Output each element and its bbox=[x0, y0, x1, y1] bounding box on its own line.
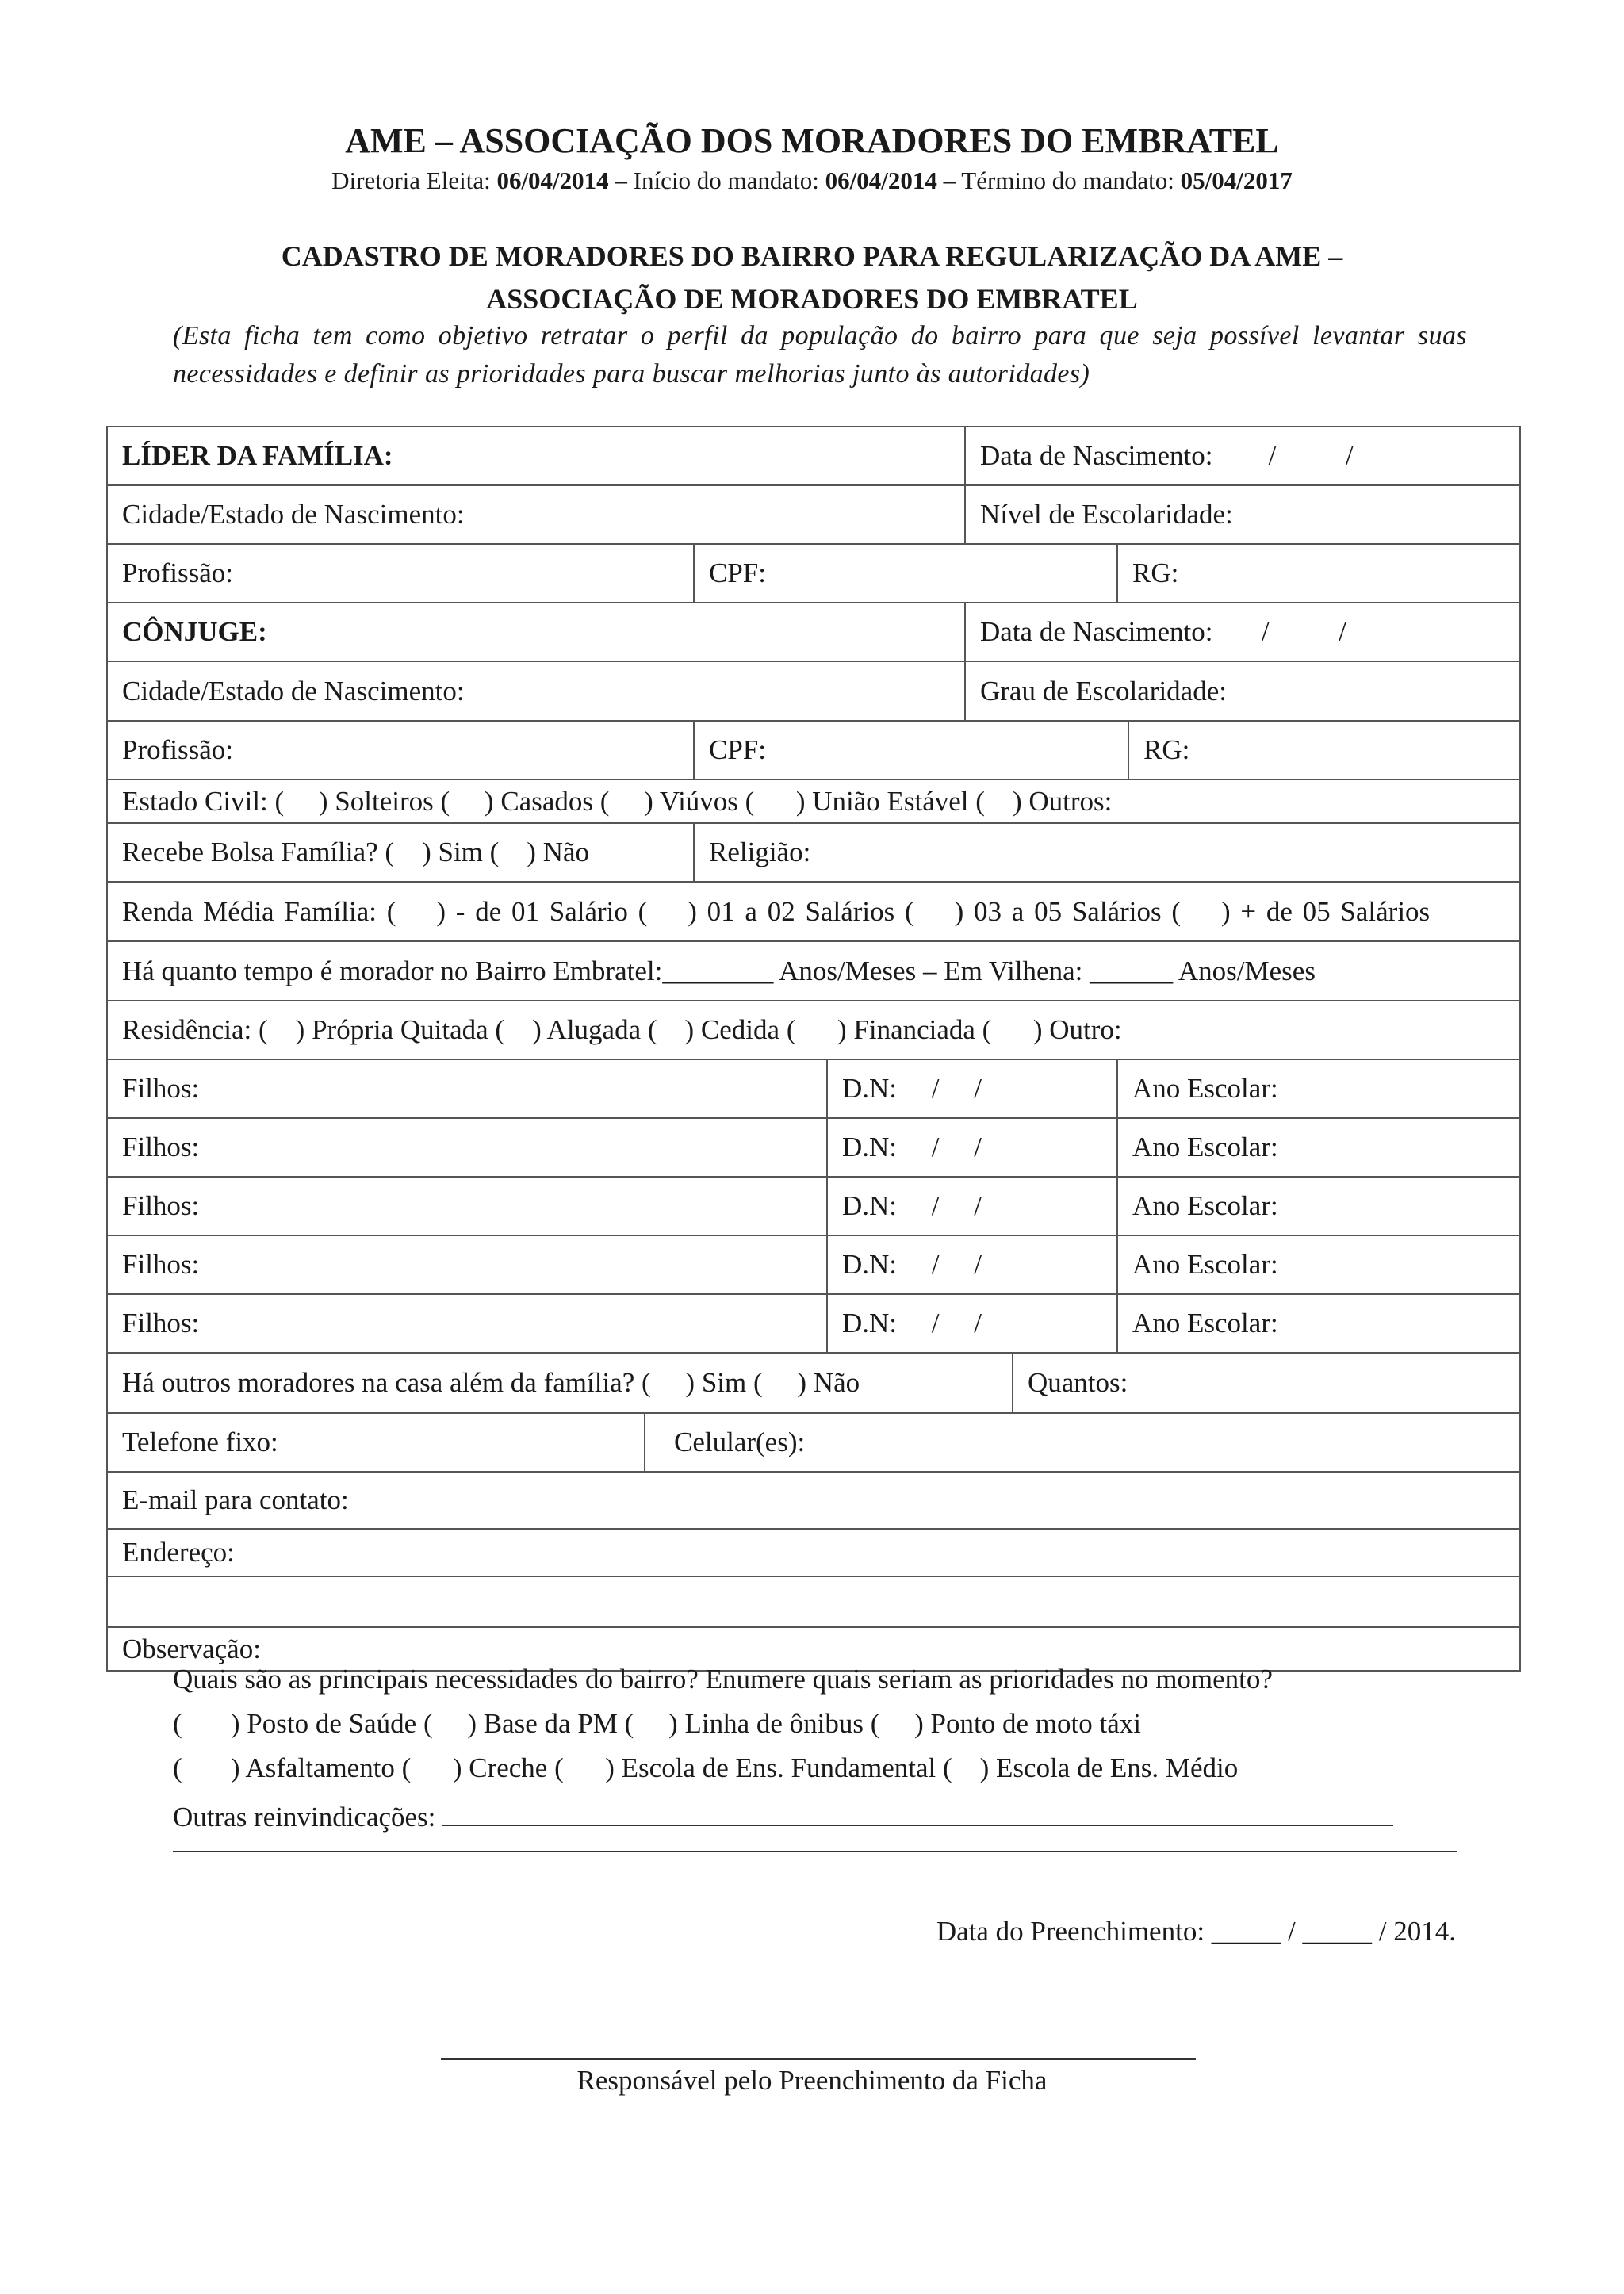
mandate-info bbox=[0, 167, 1624, 195]
how-many-field[interactable]: Quantos: bbox=[1012, 1354, 1519, 1412]
form-title-line2: ASSOCIAÇÃO DE MORADORES DO EMBRATEL bbox=[486, 283, 1138, 315]
conjuge-city-row bbox=[108, 662, 1519, 722]
mandate-label-elected: Diretoria Eleita: bbox=[331, 167, 497, 194]
lider-rg-field[interactable]: RG: bbox=[1116, 545, 1519, 602]
mandate-end-date: 05/04/2017 bbox=[1180, 167, 1293, 194]
child-school-year-field[interactable]: Ano Escolar: bbox=[1116, 1060, 1519, 1117]
bolsa-religion-row bbox=[108, 824, 1519, 883]
income-options[interactable]: Renda Média Família: ( ) - de 01 Salário ( ) 01 a 02 Salários ( ) 03 a 05 Salários ( ) + de 05 Salários bbox=[122, 895, 1431, 927]
fill-date[interactable]: Data do Preenchimento: _____ / _____ / 2014. bbox=[936, 1916, 1456, 1947]
conjuge-education-field[interactable]: Grau de Escolaridade: bbox=[964, 662, 1519, 720]
other-residents-row bbox=[108, 1354, 1519, 1414]
lider-row bbox=[108, 427, 1519, 486]
child-school-year-field[interactable]: Ano Escolar: bbox=[1116, 1119, 1519, 1176]
contact-row bbox=[108, 1414, 1519, 1473]
child-school-year-field[interactable]: Ano Escolar: bbox=[1116, 1178, 1519, 1235]
civil-status-options[interactable]: Estado Civil: ( ) Solteiros ( ) Casados ( ) Viúvos ( ) União Estável ( ) Outros: bbox=[122, 785, 1113, 817]
lider-docs-row bbox=[108, 545, 1519, 603]
lider-city-field[interactable]: Cidade/Estado de Nascimento: bbox=[122, 499, 465, 530]
child-dob-field[interactable]: D.N: / / bbox=[826, 1178, 1116, 1235]
lider-education-field[interactable]: Nível de Escolaridade: bbox=[964, 486, 1519, 543]
civil-status-row bbox=[108, 780, 1519, 824]
needs-options-line1[interactable]: ( ) Posto de Saúde ( ) Base da PM ( ) Linha de ônibus ( ) Ponto de moto táxi bbox=[173, 1708, 1141, 1739]
mandate-elected-date: 06/04/2014 bbox=[496, 167, 609, 194]
mandate-start-date: 06/04/2014 bbox=[825, 167, 937, 194]
child-school-year-field[interactable]: Ano Escolar: bbox=[1116, 1236, 1519, 1293]
conjuge-city-field[interactable]: Cidade/Estado de Nascimento: bbox=[122, 675, 465, 707]
child-dob-field[interactable]: D.N: / / bbox=[826, 1119, 1116, 1176]
conjuge-label[interactable]: CÔNJUGE: bbox=[122, 616, 267, 647]
income-row bbox=[108, 883, 1519, 942]
other-claims-line[interactable] bbox=[442, 1802, 1393, 1826]
cell-phone-field[interactable]: Celular(es): bbox=[644, 1414, 1519, 1471]
form-description: (Esta ficha tem como objetivo retratar o perfil da população do bairro para que seja possível levantar suas necessidades e definir as prioridades para buscar melhorias junto às autoridades) bbox=[173, 321, 1467, 389]
child-dob-field[interactable]: D.N: / / bbox=[826, 1236, 1116, 1293]
child-row bbox=[108, 1178, 1519, 1236]
child-name-field[interactable]: Filhos: bbox=[122, 1190, 200, 1221]
form-title-line1: CADASTRO DE MORADORES DO BAIRRO PARA REGULARIZAÇÃO DA AME – bbox=[281, 240, 1343, 272]
lider-profession-field[interactable]: Profissão: bbox=[122, 557, 233, 588]
child-name-field[interactable]: Filhos: bbox=[122, 1132, 200, 1162]
signature-label: Responsável pelo Preenchimento da Ficha bbox=[576, 2065, 1048, 2096]
child-dob-field[interactable]: D.N: / / bbox=[826, 1060, 1116, 1117]
other-claims bbox=[173, 1802, 1521, 1833]
bolsa-familia-options[interactable]: Recebe Bolsa Família? ( ) Sim ( ) Não bbox=[122, 837, 590, 867]
address-continuation-row bbox=[108, 1577, 1519, 1628]
child-name-field[interactable]: Filhos: bbox=[122, 1308, 200, 1338]
org-title: AME – ASSOCIAÇÃO DOS MORADORES DO EMBRATEL bbox=[345, 121, 1279, 160]
other-claims-line-2[interactable] bbox=[173, 1851, 1457, 1852]
child-school-year-field[interactable]: Ano Escolar: bbox=[1116, 1295, 1519, 1352]
religion-field[interactable]: Religião: bbox=[693, 824, 1519, 881]
signature-line[interactable] bbox=[441, 2058, 1196, 2060]
conjuge-dob-field[interactable]: Data de Nascimento: / / bbox=[964, 603, 1519, 661]
mandate-label-start: – Início do mandato: bbox=[608, 167, 825, 194]
phone-field[interactable]: Telefone fixo: bbox=[122, 1427, 278, 1457]
other-residents-options[interactable]: Há outros moradores na casa além da família? ( ) Sim ( ) Não bbox=[122, 1367, 860, 1398]
conjuge-docs-row bbox=[108, 722, 1519, 780]
email-field[interactable]: E-mail para contato: bbox=[122, 1484, 349, 1515]
conjuge-row bbox=[108, 603, 1519, 662]
child-row bbox=[108, 1295, 1519, 1354]
child-row bbox=[108, 1060, 1519, 1119]
conjuge-rg-field[interactable]: RG: bbox=[1128, 722, 1519, 779]
observation-field[interactable]: Observação: bbox=[122, 1633, 261, 1664]
address-row bbox=[108, 1530, 1519, 1577]
time-resident-row bbox=[108, 942, 1519, 1001]
child-name-field[interactable]: Filhos: bbox=[122, 1249, 200, 1280]
registration-table bbox=[106, 426, 1521, 1672]
residence-row bbox=[108, 1001, 1519, 1060]
child-row bbox=[108, 1119, 1519, 1178]
needs-options-line2[interactable]: ( ) Asfaltamento ( ) Creche ( ) Escola de Ens. Fundamental ( ) Escola de Ens. Médio bbox=[173, 1752, 1239, 1783]
email-row bbox=[108, 1473, 1519, 1530]
form-title bbox=[0, 235, 1624, 320]
address-continuation-field[interactable] bbox=[108, 1577, 1519, 1626]
time-resident-field[interactable]: Há quanto tempo é morador no Bairro Embratel:________ Anos/Meses – Em Vilhena: ______ Anos/Meses bbox=[122, 955, 1316, 986]
lider-dob-field[interactable]: Data de Nascimento: / / bbox=[964, 427, 1519, 484]
other-claims-label: Outras reinvindicações: bbox=[173, 1802, 436, 1833]
lider-city-row bbox=[108, 486, 1519, 545]
mandate-label-end: – Término do mandato: bbox=[936, 167, 1181, 194]
child-dob-field[interactable]: D.N: / / bbox=[826, 1295, 1116, 1352]
address-field[interactable]: Endereço: bbox=[122, 1537, 235, 1568]
residence-options[interactable]: Residência: ( ) Própria Quitada ( ) Alugada ( ) Cedida ( ) Financiada ( ) Outro: bbox=[122, 1014, 1122, 1045]
conjuge-cpf-field[interactable]: CPF: bbox=[693, 722, 1128, 779]
lider-label[interactable]: LÍDER DA FAMÍLIA: bbox=[122, 440, 393, 471]
lider-cpf-field[interactable]: CPF: bbox=[693, 545, 1116, 602]
conjuge-profession-field[interactable]: Profissão: bbox=[122, 734, 233, 765]
neighborhood-needs bbox=[173, 1657, 1521, 1790]
child-name-field[interactable]: Filhos: bbox=[122, 1073, 200, 1104]
needs-question: Quais são as principais necessidades do bairro? Enumere quais seriam as prioridades no momento? bbox=[173, 1664, 1273, 1695]
child-row bbox=[108, 1236, 1519, 1295]
